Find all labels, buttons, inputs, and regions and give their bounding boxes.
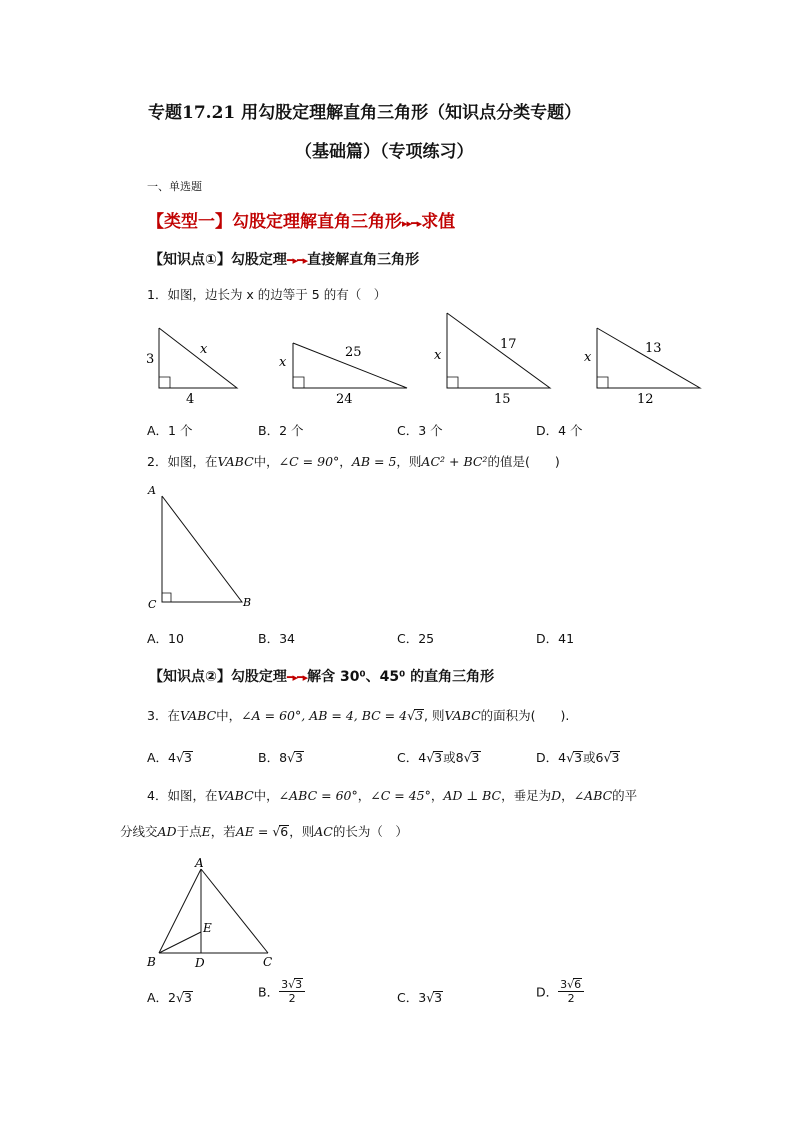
question-3-text (147, 706, 569, 724)
tri3-bottom-label: 15 (494, 392, 511, 407)
q3-opt-d-rad: 3 (574, 750, 583, 765)
page-title: 专题17.21 用勾股定理解直角三角形（知识点分类专题） (148, 103, 582, 123)
kp2-prefix: 【知识点②】勾股定理 (149, 669, 287, 685)
sqrt-icon: √ (603, 750, 612, 765)
q4-l2-e: ，若 (210, 824, 236, 839)
q2-text-i: 的值是( ) (487, 454, 560, 469)
q4-opt-d-rad: 6 (574, 978, 582, 991)
q2-expression: AC² + BC² (421, 454, 488, 469)
q4-label-b: B (147, 955, 156, 969)
tri1-bottom-label: 4 (186, 392, 195, 407)
q4-l2-i: AC (314, 824, 333, 839)
q4-option-c[interactable] (397, 988, 443, 1006)
question-2-text (147, 452, 560, 470)
q3-opt-c-rad2: 3 (471, 750, 480, 765)
q2-label-c: C (148, 598, 157, 611)
q3-opt-d-or: 或 (583, 750, 596, 765)
q4-l1-a: 4．如图，在 (147, 788, 218, 803)
q4-l2-a: 分线交 (120, 824, 158, 839)
sqrt-icon: √ (288, 978, 296, 991)
q1-option-c[interactable]: C．3 个 (397, 423, 443, 438)
tri3-left-label: x (434, 348, 442, 363)
sqrt-icon: √ (176, 750, 184, 765)
q4-option-a[interactable] (147, 988, 193, 1006)
q2-option-b[interactable]: B．34 (258, 631, 295, 646)
sqrt-icon: √ (426, 990, 435, 1005)
sqrt-icon: √ (407, 708, 416, 723)
type1-heading (147, 207, 455, 232)
question-1-text: 1．如图，边长为 x 的边等于 5 的有（ ） (147, 287, 387, 302)
q3-radicand: 3 (415, 708, 424, 723)
question-1-figure (140, 308, 720, 408)
q4-l2-f: AE = (235, 824, 273, 839)
q4-l1-e: ， (357, 788, 371, 803)
q2-ab: AB = 5 (351, 454, 397, 469)
q4-l1-b: VABC (217, 788, 254, 803)
q4-opt-c-rad: 3 (434, 990, 443, 1005)
q2-option-c[interactable]: C．25 (397, 631, 435, 646)
q1-option-d[interactable]: D．4 个 (536, 423, 583, 438)
q2-option-d[interactable]: D．41 (536, 631, 575, 646)
q4-l1-f: ∠C = 45° (370, 788, 431, 803)
tri4-hyp-label: 13 (645, 341, 662, 356)
q4-l1-g: ， (430, 788, 444, 803)
q3-option-c[interactable] (397, 748, 481, 766)
q3-option-b[interactable] (258, 748, 304, 766)
sqrt-icon: √ (463, 750, 472, 765)
q2-text-c: 中， (253, 454, 279, 469)
q2-option-a[interactable]: A．10 (147, 631, 184, 646)
tri2-hyp-label: 25 (345, 345, 362, 360)
q4-l2-c: 于点 (176, 824, 202, 839)
triangle-4 (584, 328, 700, 407)
q4-l1-i: ，垂足为 (501, 788, 552, 803)
tri4-left-label: x (584, 350, 592, 365)
q3-opt-c-pre: C．4 (397, 750, 427, 765)
question-4-figure (142, 853, 282, 973)
q3-opt-c-rad: 3 (434, 750, 443, 765)
q4-label-d: D (195, 956, 205, 970)
q2-text-e: ， (339, 454, 352, 469)
q3-opt-c-pre2: 8 (455, 750, 464, 765)
tri3-hyp-label: 17 (500, 337, 517, 352)
section-heading: 一、单选题 (147, 180, 202, 193)
q4-label-a: A (195, 856, 204, 870)
arrow-icon: ━▸━▸ (286, 671, 308, 684)
tri2-bottom-label: 24 (336, 392, 353, 407)
sqrt-icon: √ (272, 824, 281, 839)
q3-conditions: ∠A = 60°, AB = 4, BC = 4 (241, 708, 408, 723)
q3-opt-d-pre: D．4 (536, 750, 567, 765)
q4-opt-b-den: 2 (288, 992, 296, 1006)
kp2-heading (149, 666, 494, 686)
q4-opt-b-fraction (279, 978, 305, 1005)
q3-text-a: 3．在 (147, 708, 180, 723)
q4-opt-a-rad: 3 (183, 990, 192, 1005)
q3-text-f: , 则 (424, 708, 445, 723)
q2-label-b: B (243, 596, 252, 609)
question-4-line-2 (120, 822, 408, 840)
kp1-heading (149, 249, 419, 269)
q4-l1-c: 中， (253, 788, 279, 803)
q4-label-c: C (263, 955, 273, 969)
q3-text-c: 中， (216, 708, 242, 723)
kp1-prefix: 【知识点①】勾股定理 (149, 252, 287, 268)
q4-opt-c-pre: C．3 (397, 990, 427, 1005)
q3-opt-c-or: 或 (443, 750, 456, 765)
q4-l1-j: D (551, 788, 562, 803)
double-arrow-icon: ▸▸━▸ (402, 217, 422, 230)
q3-opt-a-rad: 3 (183, 750, 192, 765)
q4-opt-b-num: 3 (281, 978, 289, 991)
tri4-bottom-label: 12 (637, 392, 654, 407)
q3-opt-a-pre: A．4 (147, 750, 177, 765)
q4-l1-k: ， (561, 788, 574, 803)
q4-l1-l: ∠ABC (573, 788, 613, 803)
tri1-left-label: 3 (146, 352, 155, 367)
question-4-line-1 (147, 786, 637, 804)
triangle-3 (434, 313, 550, 407)
type1-prefix: 【类型一】勾股定理解直角三角形 (147, 212, 402, 232)
q4-l2-h: ，则 (289, 824, 315, 839)
q1-option-a[interactable]: A．1 个 (147, 423, 193, 438)
q4-option-b[interactable] (258, 978, 305, 1005)
q4-l2-g: 6 (280, 824, 289, 839)
type1-suffix: 求值 (421, 212, 456, 232)
q4-l2-b: AD (157, 824, 177, 839)
kp1-suffix: 直接解直角三角形 (307, 252, 420, 268)
q4-opt-a-pre: A．2 (147, 990, 177, 1005)
q2-label-a: A (148, 484, 156, 497)
sqrt-icon: √ (287, 750, 295, 765)
kp2-suffix: 解含 30⁰、45⁰ 的直角三角形 (307, 669, 495, 685)
q3-opt-d-rad2: 3 (611, 750, 620, 765)
q3-option-d[interactable] (536, 748, 620, 766)
sqrt-icon: √ (426, 750, 435, 765)
q4-opt-b-pre: B． (258, 984, 280, 1000)
q3-option-a[interactable] (147, 748, 193, 766)
q4-opt-d-den: 2 (567, 992, 575, 1006)
tri2-left-label: x (279, 355, 287, 370)
triangle-1 (146, 328, 237, 407)
sqrt-icon: √ (566, 750, 575, 765)
triangle-2 (279, 343, 407, 407)
q2-text-g: ，则 (396, 454, 422, 469)
q4-l2-j: 的长为（ ） (332, 824, 408, 839)
q4-opt-d-fraction (558, 978, 584, 1005)
q4-l1-m: 的平 (612, 788, 638, 803)
q3-opt-b-rad: 3 (295, 750, 303, 765)
q3-opt-b-pre: B．8 (258, 750, 288, 765)
sqrt-icon: √ (176, 990, 184, 1005)
q4-opt-b-rad: 3 (295, 978, 303, 991)
q4-option-d[interactable] (536, 978, 584, 1005)
q4-l1-d: ∠ABC = 60° (278, 788, 358, 803)
q2-angle: ∠C = 90° (278, 454, 340, 469)
q2-text-a: 2．如图，在 (147, 454, 218, 469)
q4-l1-h: AD ⊥ BC (443, 788, 502, 803)
q1-option-b[interactable]: B．2 个 (258, 423, 304, 438)
sqrt-icon: √ (567, 978, 575, 991)
q3-opt-d-pre2: 6 (595, 750, 604, 765)
q2-triangle-name: VABC (217, 454, 254, 469)
tri1-hyp-label: x (200, 342, 208, 357)
q3-triangle-name-2: VABC (444, 708, 481, 723)
q4-label-e: E (203, 921, 212, 935)
q4-opt-d-num: 3 (560, 978, 568, 991)
question-2-figure (142, 482, 262, 612)
arrow-icon: ━▸━▸ (286, 254, 308, 267)
q3-text-h: 的面积为( ). (480, 708, 570, 723)
q3-triangle-name: VABC (179, 708, 217, 723)
q4-opt-d-pre: D． (536, 984, 559, 1000)
q4-l2-d: E (201, 824, 211, 839)
page-subtitle: （基础篇）（专项练习） (295, 142, 474, 162)
